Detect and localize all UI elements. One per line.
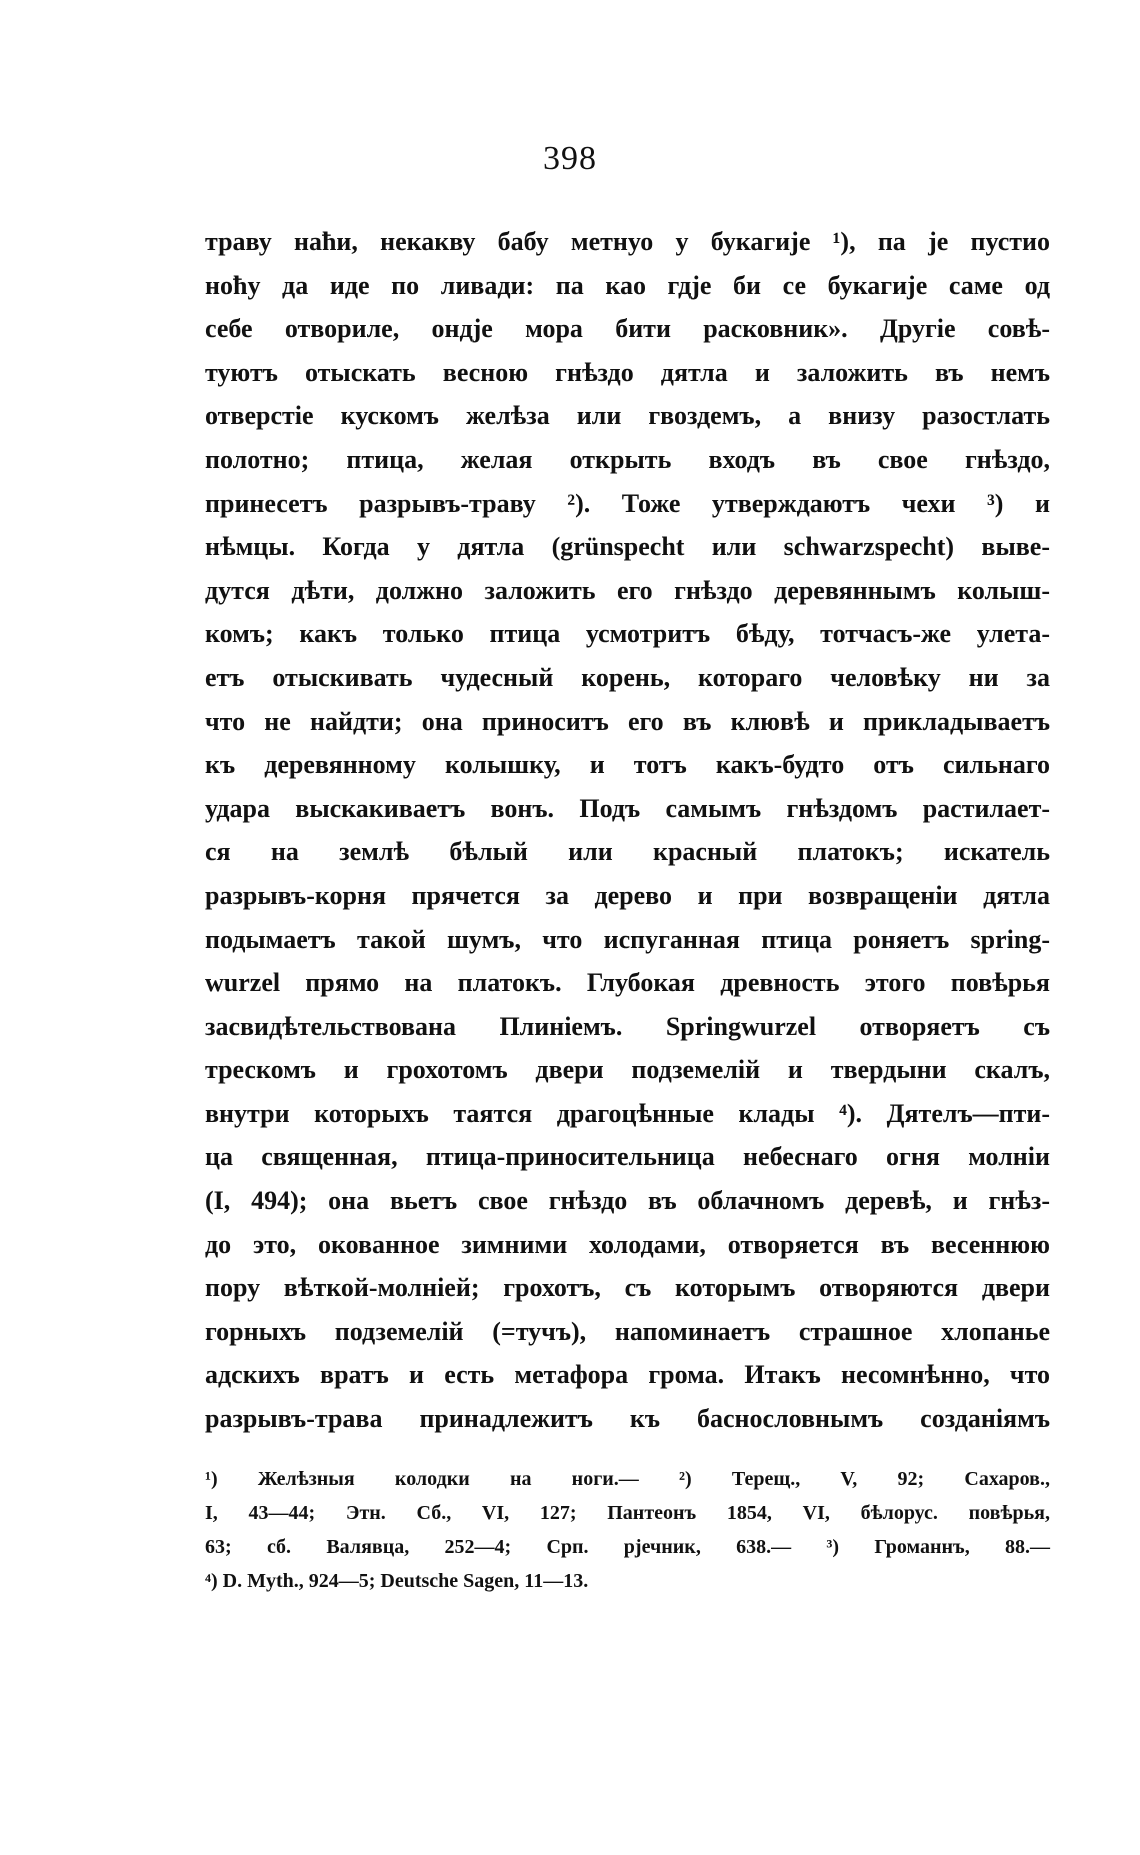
text-line: внутри которыхъ таятся драгоцѣнные клады ⁴). Дятелъ—пти- [205, 1098, 1050, 1128]
text-line: трескомъ и грохотомъ двери подземелій и твердыни скалъ, [205, 1055, 1050, 1085]
footnote-line: 63; сб. Валявца, 252—4; Срп. рјечник, 638.— ³) Громаннъ, 88.— [205, 1536, 1050, 1558]
text-line: дутся дѣти, должно заложить его гнѣздо деревяннымъ колыш- [205, 575, 1050, 605]
text-line: туютъ отыскать весною гнѣздо дятла и заложить въ немъ [205, 357, 1050, 387]
text-line: до это, окованное зимними холодами, отворяется въ весеннюю [205, 1229, 1050, 1259]
text-line: нѣмцы. Когда у дятла (grünspecht или schwarzspecht) выве- [205, 532, 1050, 562]
text-line: горныхъ подземелій (=тучъ), напоминаетъ страшное хлопанье [205, 1316, 1050, 1346]
text-line: полотно; птица, желая открыть входъ въ свое гнѣздо, [205, 444, 1050, 474]
text-line: разрывъ-корня прячется за дерево и при возвращеніи дятла [205, 880, 1050, 910]
text-line: траву наћи, некакву бабу метнуо у букагије ¹), па је пустио [205, 227, 1050, 256]
text-line: (I, 494); она вьетъ свое гнѣздо въ облачномъ деревѣ, и гнѣз- [205, 1186, 1050, 1216]
text-line: себе отвориле, ондје мора бити расковник». Другіе совѣ- [205, 314, 1050, 344]
text-line: отверстіе кускомъ желѣза или гвоздемъ, а внизу разостлать [205, 401, 1050, 431]
text-line: разрывъ-трава принадлежитъ къ баснословнымъ созданіямъ [205, 1404, 1050, 1434]
footnote-line: ⁴) D. Myth., 924—5; Deutsche Sagen, 11—13. [205, 1570, 589, 1592]
footnote-line: I, 43—44; Этн. Сб., VI, 127; Пантеонъ 1854, VI, бѣлорус. повѣрья, [205, 1502, 1050, 1524]
text-line: ся на землѣ бѣлый или красный платокъ; искатель [205, 837, 1050, 867]
text-line: комъ; какъ только птица усмотритъ бѣду, тотчасъ-же улета- [205, 619, 1050, 649]
body-text [205, 220, 1050, 1441]
page-number: 398 [543, 140, 597, 177]
text-line: къ деревянному колышку, и тотъ какъ-будто отъ сильнаго [205, 750, 1050, 780]
text-line: етъ отыскивать чудесный корень, котораго человѣку ни за [205, 662, 1050, 692]
text-line: пору вѣткой-молніей; грохотъ, съ которымъ отворяются двери [205, 1273, 1050, 1303]
text-line: ца священная, птица-приносительница небеснаго огня молніи [205, 1142, 1050, 1172]
text-line: подымаетъ такой шумъ, что испуганная птица роняетъ spring- [205, 924, 1050, 954]
text-line: принесетъ разрывъ-траву ²). Тоже утверждаютъ чехи ³) и [205, 488, 1050, 518]
footnotes [205, 1462, 1050, 1598]
text-line: wurzel прямо на платокъ. Глубокая древность этого повѣрья [205, 968, 1050, 998]
text-line: ноћу да иде по ливади: па као гдје би се букагије саме од [205, 270, 1050, 300]
text-line: засвидѣтельствована Плиніемъ. Springwurzel отворяетъ съ [205, 1011, 1050, 1041]
text-line: адскихъ вратъ и есть метафора грома. Итакъ несомнѣнно, что [205, 1360, 1050, 1390]
text-line: что не найдти; она приноситъ его въ клювѣ и прикладываетъ [205, 706, 1050, 736]
footnote-line: ¹) Желѣзныя колодки на ноги.— ²) Терещ., V, 92; Сахаров., [205, 1468, 1050, 1490]
text-line: удара выскакиваетъ вонъ. Подъ самымъ гнѣздомъ растилает- [205, 793, 1050, 823]
